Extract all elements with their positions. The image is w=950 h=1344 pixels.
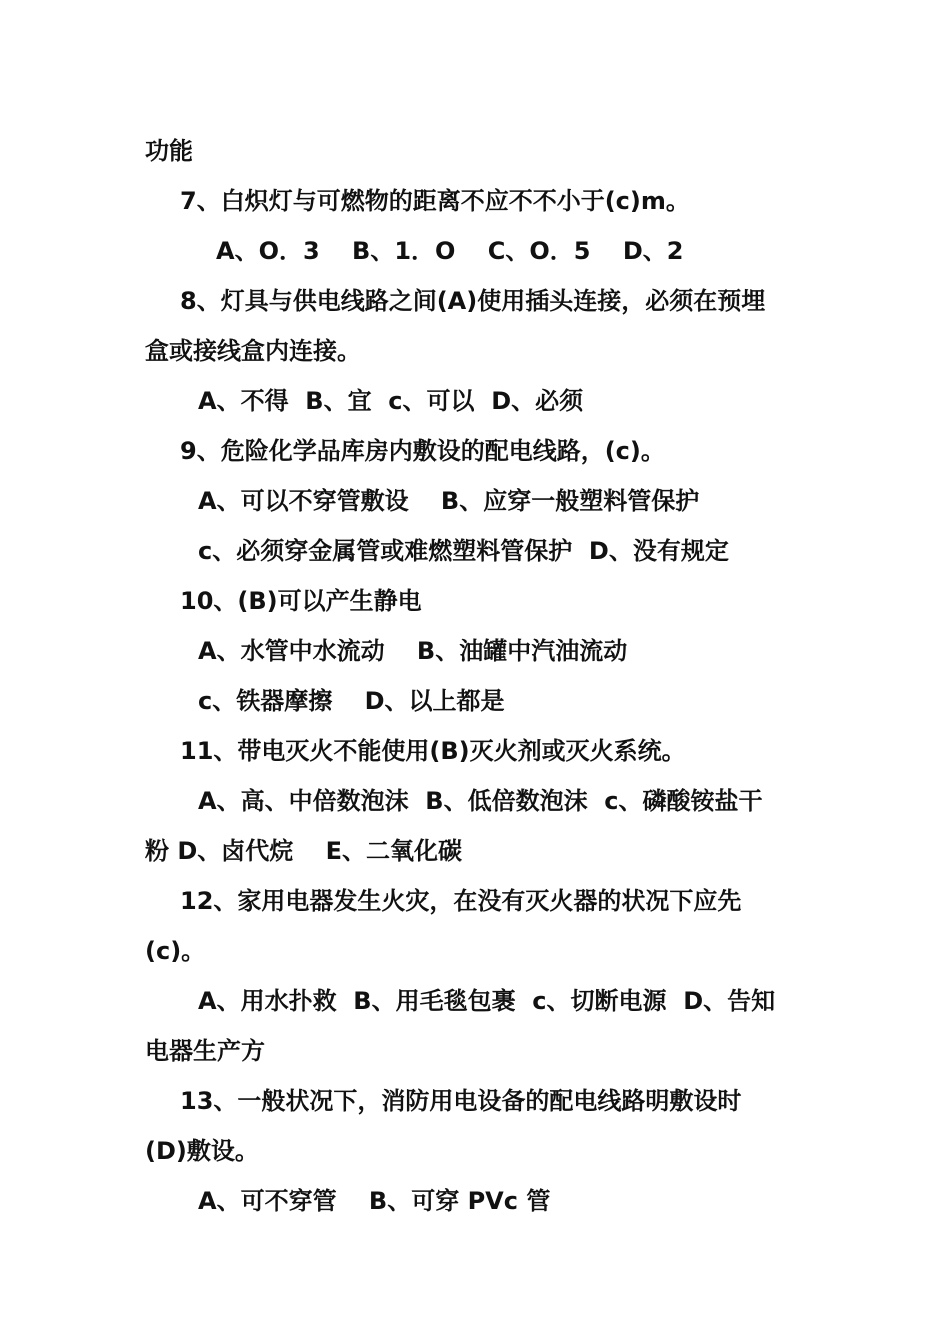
question-10-options-line-1: A、水管中水流动 B、油罐中汽油流动: [198, 637, 628, 665]
question-9-options-line-2: c、必须穿金属管或难燃塑料管保护 D、没有规定: [198, 537, 729, 565]
question-7: 7、白炽灯与可燃物的距离不应不不小于(c)m。: [180, 187, 690, 215]
question-11: 11、带电灭火不能使用(B)灭火剂或灭火系统。: [180, 737, 686, 765]
question-8-continued: 盒或接线盒内连接。: [145, 337, 361, 365]
question-11-options-continued: 粉 D、卤代烷 E、二氧化碳: [145, 837, 463, 865]
question-13-continued: (D)敷设。: [145, 1137, 259, 1165]
question-11-options: A、高、中倍数泡沫 B、低倍数泡沫 c、磷酸铵盐干: [198, 787, 763, 815]
question-8-options: A、不得 B、宜 c、可以 D、必须: [198, 387, 584, 415]
question-12: 12、家用电器发生火灾，在没有灭火器的状况下应先: [180, 887, 742, 915]
question-8: 8、灯具与供电线路之间(A)使用插头连接，必须在预埋: [180, 287, 766, 315]
question-12-options: A、用水扑救 B、用毛毯包裹 c、切断电源 D、告知: [198, 987, 776, 1015]
question-10: 10、(B)可以产生静电: [180, 587, 422, 615]
question-10-options-line-2: c、铁器摩擦 D、以上都是: [198, 687, 505, 715]
question-7-options: A、O．3 B、1．O C、O．5 D、2: [216, 237, 684, 265]
question-12-continued: (c)。: [145, 937, 206, 965]
text-line: 功能: [145, 137, 193, 165]
question-13-options: A、可不穿管 B、可穿 PVc 管: [198, 1187, 551, 1215]
question-13: 13、一般状况下，消防用电设备的配电线路明敷设时: [180, 1087, 742, 1115]
question-9-options-line-1: A、可以不穿管敷设 B、应穿一般塑料管保护: [198, 487, 700, 515]
question-9: 9、危险化学品库房内敷设的配电线路，(c)。: [180, 437, 665, 465]
question-12-options-continued: 电器生产方: [145, 1037, 265, 1065]
